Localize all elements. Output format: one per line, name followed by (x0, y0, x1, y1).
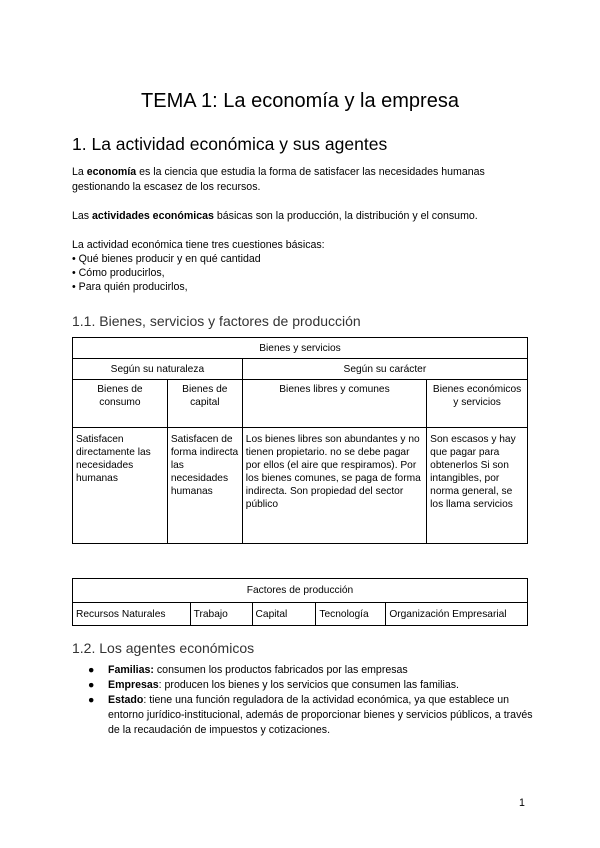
factores-table (72, 578, 528, 626)
table-cell: Trabajo (190, 603, 252, 626)
bienes-table (72, 337, 528, 544)
list-item: • Cómo producirlos, (72, 267, 165, 279)
table-cell: Los bienes libres son abundantes y no tienen propietario. no se debe pagar por ellos (el aire que respiramos). Por los bienes comunes, se paga de forma indirecta. Son propiedad del sector público (242, 428, 426, 544)
bullet-list (72, 252, 261, 294)
table-cell: Tecnología (316, 603, 386, 626)
table-cell: Satisfacen de forma indirecta las necesidades humanas (167, 428, 242, 544)
group-header: Según su carácter (242, 359, 527, 380)
column-header: Bienes libres y comunes (242, 380, 426, 428)
table-cell: Organización Empresarial (386, 603, 528, 626)
section-heading-1-1: 1.1. Bienes, servicios y factores de producción (72, 313, 361, 329)
table-cell: Satisfacen directamente las necesidades humanas (73, 428, 168, 544)
section-heading-1: 1. La actividad económica y sus agentes (72, 134, 388, 154)
term-actividades: actividades económicas (92, 210, 214, 222)
list-item: • Para quién producirlos, (72, 281, 188, 293)
list-item: ● Estado: tiene una función reguladora de la actividad económica, ya que establece un entorno jurídico-institucional, además de proporcionar bienes y servicios públicos, a través de la recaudación de impuestos y cotizaciones. (88, 694, 533, 736)
group-header: Según su naturaleza (73, 359, 243, 380)
table-cell: Capital (252, 603, 316, 626)
bullet-icon: ● (88, 664, 95, 676)
column-header: Bienes de capital (167, 380, 242, 428)
list-item: ● Empresas: producen los bienes y los servicios que consumen las familias. (88, 679, 459, 691)
bullet-icon: ● (88, 694, 95, 706)
paragraph-actividades: Las actividades económicas básicas son la producción, la distribución y el consumo. (72, 210, 478, 222)
paragraph-economia: La economía es la ciencia que estudia la forma de satisfacer las necesidades humanas gestionando la escasez de los recursos. (72, 166, 485, 193)
list-item: • Qué bienes producir y en qué cantidad (72, 253, 261, 265)
table-cell: Recursos Naturales (73, 603, 191, 626)
bullet-icon: ● (88, 679, 95, 691)
page-number: 1 (519, 797, 525, 809)
table-cell: Son escasos y hay que pagar para obtenerlos Si son intangibles, por norma general, se los llama servicios (427, 428, 528, 544)
page-title: TEMA 1: La economía y la empresa (141, 90, 459, 112)
table-title: Factores de producción (73, 579, 528, 603)
paragraph-cuestiones: La actividad económica tiene tres cuestiones básicas: (72, 239, 325, 251)
section-heading-1-2: 1.2. Los agentes económicos (72, 640, 255, 656)
column-header: Bienes de consumo (73, 380, 168, 428)
table-title: Bienes y servicios (73, 338, 528, 359)
list-item: ● Familias: consumen los productos fabricados por las empresas (88, 664, 408, 676)
term-economia: economía (86, 166, 137, 178)
column-header: Bienes económicos y servicios (427, 380, 528, 428)
agents-list (88, 663, 538, 738)
